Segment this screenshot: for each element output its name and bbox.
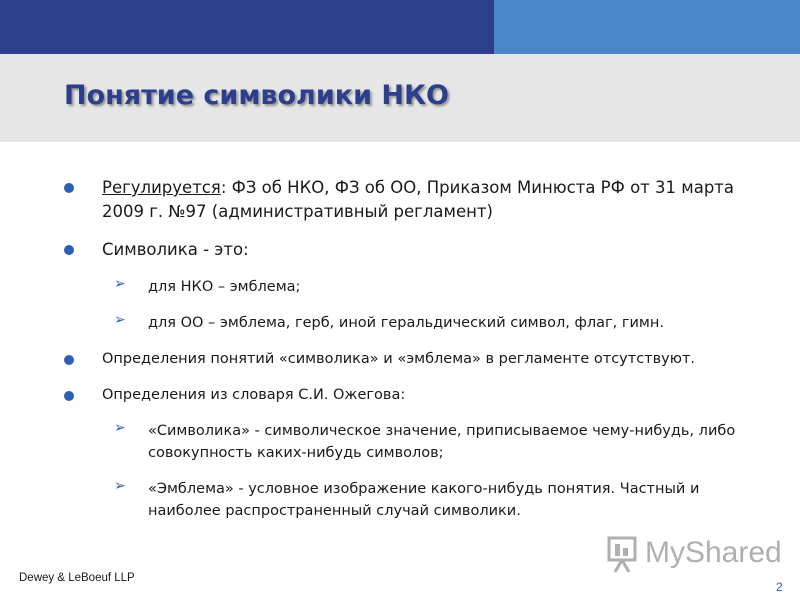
bullet-item [58,176,758,224]
arrow-bullet-icon: ➢ [114,478,126,494]
sub-bullet-text: для ОО – эмблема, герб, иной геральдический символ, флаг, гимн. [148,315,664,331]
bullet-lead: Регулируется [102,178,221,197]
bullet-dot-icon [64,183,74,193]
watermark [605,534,782,578]
slide-content [58,176,758,522]
bullet-item [58,238,758,262]
footer-firm-name: Dewey & LeBoeuf LLP [19,572,135,584]
sub-bullet-text: «Символика» - символическое значение, приписываемое чему-нибудь, либо совокупность каких-нибудь символов; [148,423,736,461]
bullet-dot-icon [64,245,74,255]
header-bar-dark [0,0,494,54]
bullet-text: Символика - это: [102,240,249,259]
sub-bullet-item [58,420,758,464]
page-number: 2 [776,580,783,594]
bullet-item [58,384,758,406]
bullet-item [58,348,758,370]
sub-bullet-text: для НКО – эмблема; [148,279,301,295]
watermark-text: MyShared [645,536,782,569]
sub-bullet-text: «Эмблема» - условное изображение какого-нибудь понятия. Частный и наиболее распространенный случай символики. [148,481,700,519]
arrow-bullet-icon: ➢ [114,276,126,292]
bullet-text [102,176,758,224]
sub-bullet-item [58,312,758,334]
bullet-dot-icon [64,355,74,365]
sub-bullet-item [58,478,758,522]
bullet-dot-icon [64,391,74,401]
bullet-text: Определения понятий «символика» и «эмблема» в регламенте отсутствуют. [102,351,696,367]
bullet-text: Определения из словаря С.И. Ожегова: [102,387,406,403]
sub-bullet-item [58,276,758,298]
arrow-bullet-icon: ➢ [114,420,126,436]
header-bar-light [494,0,800,54]
arrow-bullet-icon: ➢ [114,312,126,328]
bullet-body: : ФЗ об НКО, ФЗ об ОО, Приказом Минюста РФ от 31 марта 2009 г. №97 (административный регламент) [102,178,735,221]
presentation-board-icon [605,534,641,574]
slide-title: Понятие символики НКО [64,80,450,111]
